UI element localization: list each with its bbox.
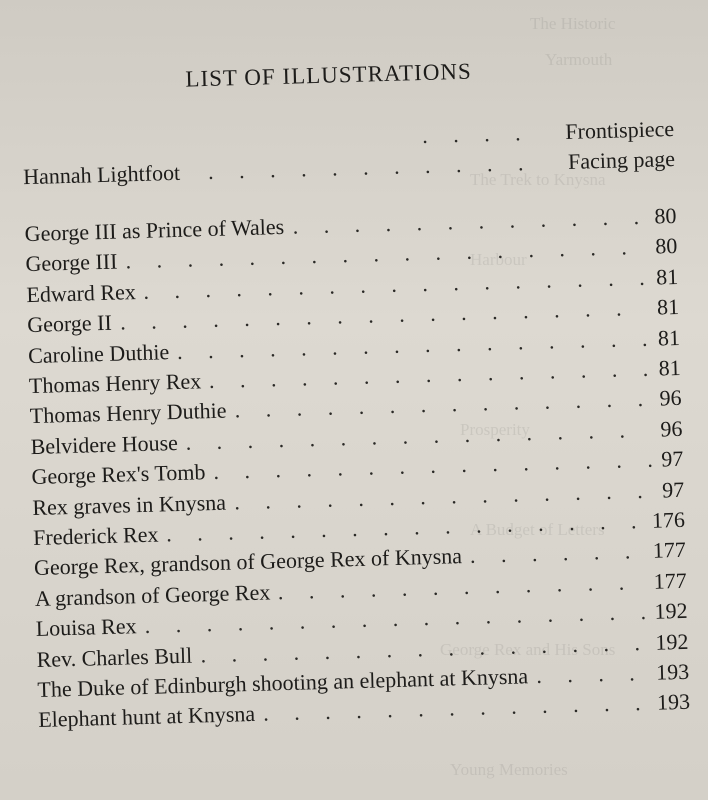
- entry-label: Hannah Lightfoot: [22, 159, 181, 190]
- entry-label: Caroline Duthie: [27, 338, 170, 368]
- entry-label: Rev. Charles Bull: [36, 642, 193, 672]
- page-number: 97: [661, 476, 685, 503]
- page-title: LIST OF ILLUSTRATIONS: [185, 58, 473, 92]
- page-number: 81: [657, 324, 681, 351]
- entry-label: George II: [26, 309, 113, 338]
- entry-label: Louisa Rex: [35, 613, 137, 642]
- page-number: 96: [659, 385, 682, 411]
- entry-label: Belvidere House: [30, 429, 179, 459]
- entry-label: Thomas Henry Rex: [28, 368, 202, 399]
- dot-leader: [536, 658, 647, 691]
- facing-page-heading: Facing page: [567, 145, 676, 174]
- page-number: 192: [655, 628, 689, 655]
- entry-label: George Rex's Tomb: [31, 459, 206, 490]
- show-through-text: The Historic Yarmouth The Trek to Knysna Harbour Prosperity A Budget of Letters George Rex and His Sons Young Memories: [440, 14, 616, 779]
- entry-label: The Duke of Edinburgh shooting an elephant at Knysna: [37, 663, 529, 702]
- page-number: 80: [654, 202, 677, 229]
- page-number: 81: [658, 354, 682, 381]
- dot-leader: [422, 118, 538, 151]
- frontispiece-text: Frontispiece: [564, 115, 675, 145]
- page-number: 192: [654, 597, 688, 624]
- entry-label: Edward Rex: [26, 278, 137, 307]
- page-number: 177: [652, 537, 687, 564]
- page-number: 81: [656, 294, 680, 320]
- page-number: 97: [660, 446, 684, 472]
- page-number: 176: [651, 506, 686, 533]
- page-number: 193: [655, 658, 690, 685]
- page-number: 81: [655, 263, 679, 290]
- entry-label: Thomas Henry Duthie: [29, 397, 227, 429]
- page-number: 177: [653, 567, 688, 594]
- dot-leader: [469, 536, 643, 571]
- entry-label: Elephant hunt at Knysna: [37, 701, 256, 733]
- entry-label: George III: [25, 248, 118, 277]
- entry-label: George Rex, grandson of George Rex of Knysna: [33, 543, 463, 581]
- page-number: 80: [654, 233, 678, 259]
- entry-label: Rex graves in Knysna: [32, 489, 227, 520]
- entry-label: George III as Prince of Wales: [24, 213, 285, 247]
- page-number: 193: [656, 689, 691, 716]
- entry-label: A grandson of George Rex: [34, 579, 271, 611]
- page-number: 96: [660, 415, 683, 442]
- entry-label: Frederick Rex: [32, 521, 159, 551]
